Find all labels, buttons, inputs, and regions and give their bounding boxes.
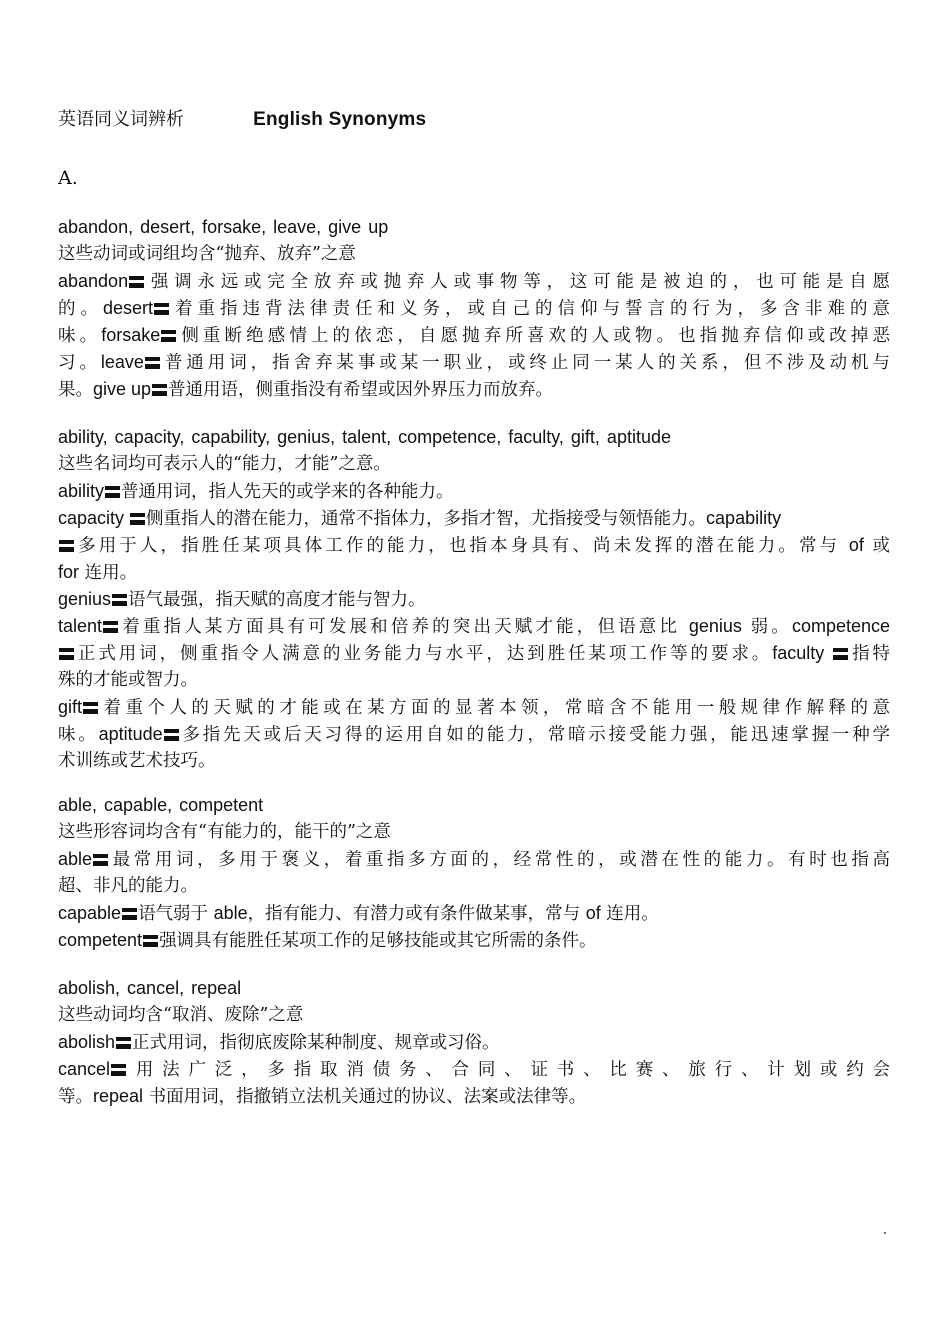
english-term: competent bbox=[58, 930, 143, 950]
equals-separator-icon bbox=[83, 702, 98, 714]
chinese-text: 多用于人，指胜任某项具体工作的能力，也指本身具有、尚未发挥的潜在能力。常与 bbox=[75, 536, 849, 556]
chinese-text: 连用。 bbox=[79, 563, 138, 583]
english-term: of bbox=[848, 535, 864, 555]
chinese-text: 等。 bbox=[58, 1087, 93, 1107]
equals-separator-icon bbox=[161, 330, 176, 342]
entry-line bbox=[58, 846, 890, 873]
english-term: forsake bbox=[101, 325, 161, 345]
english-term: faculty bbox=[772, 643, 833, 663]
chinese-text: 超、非凡的能力。 bbox=[58, 876, 198, 896]
english-term: capable bbox=[58, 903, 122, 923]
entry-body bbox=[58, 846, 890, 954]
chinese-text: 强调永远或完全放弃或抛弃人或事物等，这可能是被迫的，也可能是自愿 bbox=[145, 272, 890, 292]
english-term: capacity bbox=[58, 508, 130, 528]
synonym-entry-abolish bbox=[58, 975, 890, 1110]
equals-separator-icon bbox=[59, 540, 74, 552]
chinese-text: 普通用词，指舍弃某事或某一职业，或终止同一某人的关系，但不涉及动机与 bbox=[160, 353, 890, 373]
equals-separator-icon bbox=[164, 729, 179, 741]
chinese-text: 着重个人的天赋的才能或在某方面的显著本领，常暗含不能用一般规律作解释的意 bbox=[99, 698, 890, 718]
chinese-text: 指特 bbox=[849, 644, 890, 664]
entry-line bbox=[58, 1083, 890, 1110]
english-term: genius bbox=[58, 589, 112, 609]
chinese-text: 正式用词，侧重指令人满意的业务能力与水平，达到胜任某项工作等的要求。 bbox=[75, 644, 773, 664]
chinese-text: 连用。 bbox=[600, 904, 659, 924]
chinese-text: 最常用词，多用于褒义，着重指多方面的，经常性的，或潜在性的能力。有时也指高 bbox=[109, 850, 890, 870]
equals-separator-icon bbox=[152, 384, 167, 396]
english-term: repeal bbox=[93, 1086, 144, 1106]
entry-heading: abolish, cancel, repeal bbox=[58, 978, 242, 998]
title-chinese: 英语同义词辨析 bbox=[58, 109, 184, 130]
entry-heading: able, capable, competent bbox=[58, 795, 264, 815]
chinese-text: 用法广泛，多指取消债务、合同、证书、比赛、旅行、计划或约会 bbox=[127, 1060, 890, 1080]
equals-separator-icon bbox=[122, 908, 137, 920]
document-title bbox=[58, 106, 426, 134]
entry-line bbox=[58, 900, 890, 927]
synonym-entry-ability bbox=[58, 424, 890, 775]
entry-summary: 这些名词均可表示人的“能力，才能”之意。 bbox=[58, 454, 391, 474]
entry-line bbox=[58, 748, 890, 775]
entry-line bbox=[58, 268, 890, 295]
english-term: desert bbox=[103, 298, 154, 318]
equals-separator-icon bbox=[59, 648, 74, 660]
chinese-text: 弱。 bbox=[741, 617, 792, 637]
entry-line bbox=[58, 478, 890, 505]
equals-separator-icon bbox=[93, 854, 108, 866]
entry-line bbox=[58, 376, 890, 403]
english-term: talent bbox=[58, 616, 103, 636]
page-mark bbox=[884, 1232, 886, 1234]
chinese-text: 书面用词，指撤销立法机关通过的协议、法案或法律等。 bbox=[143, 1087, 587, 1107]
english-term: genius bbox=[688, 616, 742, 636]
entry-line bbox=[58, 694, 890, 721]
chinese-text: 着重指人某方面具有可发展和倍养的突出天赋才能，但语意比 bbox=[119, 617, 689, 637]
chinese-text: 或 bbox=[863, 536, 890, 556]
synonym-entry-abandon bbox=[58, 214, 890, 403]
chinese-text: 强调具有能胜任某项工作的足够技能或其它所需的条件。 bbox=[159, 931, 597, 951]
chinese-text: 味。 bbox=[58, 725, 99, 745]
entry-line bbox=[58, 532, 890, 559]
entry-line bbox=[58, 927, 890, 954]
equals-separator-icon bbox=[111, 1064, 126, 1076]
english-term: aptitude bbox=[98, 724, 163, 744]
entry-line bbox=[58, 322, 890, 349]
entry-body bbox=[58, 478, 890, 775]
entry-heading: ability, capacity, capability, genius, talent, competence, faculty, gift, aptitude bbox=[58, 427, 671, 447]
english-term: abolish bbox=[58, 1032, 116, 1052]
entry-line bbox=[58, 505, 890, 532]
entry-line bbox=[58, 349, 890, 376]
chinese-text: 多指先天或后天习得的运用自如的能力，常暗示接受能力强，能迅速掌握一种学 bbox=[179, 725, 890, 745]
english-term: abandon bbox=[58, 271, 129, 291]
entry-line bbox=[58, 640, 890, 667]
english-term: gift bbox=[58, 697, 83, 717]
chinese-text: 侧重断绝感情上的依恋，自愿抛弃所喜欢的人或物。也指抛弃信仰或改掉恶 bbox=[177, 326, 890, 346]
equals-separator-icon bbox=[103, 621, 118, 633]
entry-line bbox=[58, 586, 890, 613]
equals-separator-icon bbox=[129, 276, 144, 288]
chinese-text: 味。 bbox=[58, 326, 102, 346]
synonym-entry-able bbox=[58, 792, 890, 954]
english-term: competence bbox=[791, 616, 890, 636]
english-term: give up bbox=[93, 379, 152, 399]
entry-summary: 这些动词均含“取消、废除”之意 bbox=[58, 1005, 304, 1025]
chinese-text: 普通用词，指人先天的或学来的各种能力。 bbox=[121, 482, 454, 502]
entry-line bbox=[58, 1056, 890, 1083]
chinese-text: 正式用词，指彻底废除某种制度、规章或习俗。 bbox=[132, 1033, 500, 1053]
chinese-text: 殊的才能或智力。 bbox=[58, 670, 198, 690]
entry-line bbox=[58, 295, 890, 322]
english-term: ability bbox=[58, 481, 105, 501]
english-term: able bbox=[58, 849, 93, 869]
chinese-text: ，指有能力、有潜力或有条件做某事，常与 bbox=[247, 904, 586, 924]
entry-line bbox=[58, 873, 890, 900]
chinese-text: 术训练或艺术技巧。 bbox=[58, 751, 216, 771]
chinese-text: 果。 bbox=[58, 380, 93, 400]
chinese-text: 着重指违背法律责任和义务，或自己的信仰与誓言的行为，多含非难的意 bbox=[170, 299, 890, 319]
section-letter: A. bbox=[58, 167, 78, 189]
chinese-text: 语气最强，指天赋的高度才能与智力。 bbox=[128, 590, 426, 610]
chinese-text: 的。 bbox=[58, 299, 103, 319]
equals-separator-icon bbox=[105, 486, 120, 498]
equals-separator-icon bbox=[833, 648, 848, 660]
entry-body bbox=[58, 1029, 890, 1110]
chinese-text: 普通用语，侧重指没有希望或因外界压力而放弃。 bbox=[168, 380, 554, 400]
equals-separator-icon bbox=[145, 357, 160, 369]
chinese-text: 侧重指人的潜在能力，通常不指体力，多指才智，尤指接受与领悟能力。 bbox=[146, 509, 707, 529]
english-term: capability bbox=[706, 508, 782, 528]
chinese-text: 习。 bbox=[58, 353, 101, 373]
entry-line bbox=[58, 613, 890, 640]
equals-separator-icon bbox=[130, 513, 145, 525]
equals-separator-icon bbox=[116, 1037, 131, 1049]
entry-line bbox=[58, 559, 890, 586]
english-term: leave bbox=[100, 352, 144, 372]
entry-summary: 这些动词或词组均含“抛弃、放弃”之意 bbox=[58, 244, 356, 264]
entry-body bbox=[58, 268, 890, 403]
entry-line bbox=[58, 667, 890, 694]
entry-line bbox=[58, 721, 890, 748]
equals-separator-icon bbox=[112, 594, 127, 606]
entry-line bbox=[58, 1029, 890, 1056]
english-term: cancel bbox=[58, 1059, 111, 1079]
english-term: able bbox=[213, 903, 248, 923]
english-term: of bbox=[585, 903, 601, 923]
equals-separator-icon bbox=[143, 935, 158, 947]
entry-heading: abandon, desert, forsake, leave, give up bbox=[58, 217, 389, 237]
english-term: for bbox=[58, 562, 80, 582]
entry-summary: 这些形容词均含有“有能力的，能干的”之意 bbox=[58, 822, 391, 842]
chinese-text: 语气弱于 bbox=[138, 904, 214, 924]
title-english: English Synonyms bbox=[253, 109, 427, 130]
equals-separator-icon bbox=[154, 303, 169, 315]
